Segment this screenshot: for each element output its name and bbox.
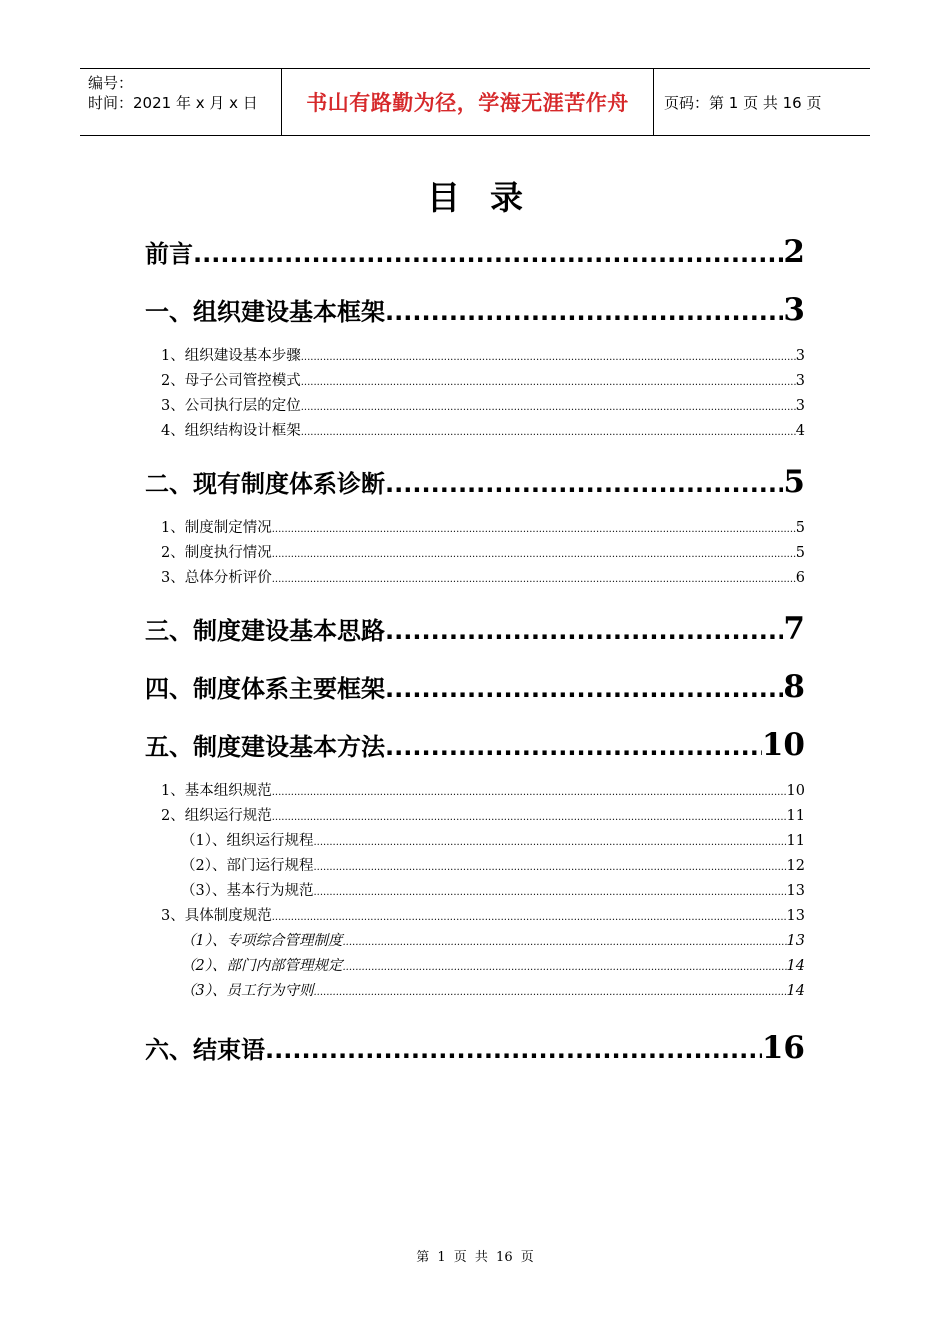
toc-subentry[interactable] [145,369,805,394]
toc-entry-page: 13 [786,933,805,949]
toc-leader [272,780,787,804]
toc-entry-page: 3 [783,292,805,328]
toc-entry-label: 1、制度制定情况 [161,520,272,536]
toc-entry-page: 16 [761,1030,805,1066]
table-of-contents [145,232,805,1068]
toc-entry-label: （2）、部门内部管理规定 [181,958,343,974]
toc-subentry[interactable] [145,566,805,591]
toc-subentry[interactable] [145,344,805,369]
toc-leader [272,905,787,929]
toc-entry-page: 6 [795,570,805,586]
toc-entry-page: 14 [786,983,805,999]
toc-entry-label: 六、结束语 [145,1036,265,1064]
toc-subsubentry[interactable] [145,854,805,879]
toc-entry-page: 3 [795,348,805,364]
toc-entry-label: 1、基本组织规范 [161,783,272,799]
toc-entry-section-2[interactable] [145,462,805,502]
toc-subentry[interactable] [145,394,805,419]
toc-entry-page: 5 [795,520,805,536]
toc-leader [272,805,787,829]
toc-entry-section-4[interactable] [145,667,805,707]
toc-entry-label: 2、组织运行规范 [161,808,272,824]
toc-entry-section-1[interactable] [145,290,805,330]
toc-leader [313,830,786,854]
toc-entry-label: 2、制度执行情况 [161,545,272,561]
toc-leader [272,517,796,541]
toc-subsubentry[interactable] [145,879,805,904]
toc-subsubentry[interactable] [145,829,805,854]
toc-entry-label: （1）、专项综合管理制度 [181,933,343,949]
toc-leader [385,464,783,502]
header-motto: 书山有路勤为径，学海无涯苦作舟 [282,69,654,135]
toc-leader [385,611,783,649]
toc-subentry[interactable] [145,904,805,929]
toc-entry-page: 11 [786,808,805,824]
toc-entry-label: 3、具体制度规范 [161,908,272,924]
toc-leader [313,980,786,1004]
toc-entry-page: 11 [786,833,805,849]
toc-entry-label: （3）、基本行为规范 [181,883,314,899]
toc-entry-page: 5 [795,545,805,561]
toc-subentry[interactable] [145,541,805,566]
toc-entry-label: （1）、组织运行规程 [181,833,314,849]
toc-subentry[interactable] [145,419,805,444]
toc-leader [313,880,786,904]
toc-leader [272,542,796,566]
toc-leader [342,930,786,954]
toc-entry-page: 3 [795,373,805,389]
toc-entry-page: 5 [783,464,805,500]
toc-entry-section-5[interactable] [145,725,805,765]
toc-subsubentry[interactable] [145,954,805,979]
toc-leader [193,234,783,272]
toc-leader [385,727,762,765]
toc-entry-label: 四、制度体系主要框架 [145,675,385,703]
toc-entry-label: 1、组织建设基本步骤 [161,348,301,364]
toc-entry-page: 4 [795,423,805,439]
toc-entry-page: 14 [786,958,805,974]
document-time-label: 时间：2021 年 x 月 x 日 [88,94,258,112]
toc-entry-label: 二、现有制度体系诊断 [145,470,385,498]
toc-entry-page: 10 [786,783,805,799]
toc-entry-label: 3、总体分析评价 [161,570,272,586]
toc-entry-page: 13 [786,883,805,899]
toc-entry-label: 前言 [145,240,193,268]
page-header [80,68,870,136]
toc-entry-page: 3 [795,398,805,414]
page-footer: 第 1 页 共 16 页 [416,1250,534,1265]
toc-subentry[interactable] [145,779,805,804]
toc-leader [342,955,786,979]
document-number-label: 编号： [88,74,134,92]
toc-leader [301,420,796,444]
toc-entry-preface[interactable] [145,232,805,272]
toc-entry-page: 12 [786,858,805,874]
toc-entry-label: 2、母子公司管控模式 [161,373,301,389]
toc-entry-label: 一、组织建设基本框架 [145,298,385,326]
toc-entry-page: 8 [783,669,805,705]
toc-entry-label: 五、制度建设基本方法 [145,733,385,761]
header-page-info: 页码：第 1 页 共 16 页 [664,93,822,112]
toc-subsubentry[interactable] [145,929,805,954]
toc-leader [385,669,783,707]
toc-entry-label: （3）、员工行为守则 [181,983,314,999]
toc-entry-section-3[interactable] [145,609,805,649]
toc-entry-page: 2 [783,234,805,270]
toc-leader [301,345,796,369]
toc-leader [272,567,796,591]
toc-subentry[interactable] [145,516,805,541]
toc-leader [301,395,796,419]
toc-entry-label: 三、制度建设基本思路 [145,617,385,645]
header-meta [80,69,282,135]
toc-leader [385,292,783,330]
toc-entry-page: 7 [783,611,805,647]
toc-entry-page: 10 [761,727,805,763]
toc-title: 目录 [427,178,553,217]
toc-entry-section-6[interactable] [145,1028,805,1068]
toc-subsubentry[interactable] [145,979,805,1004]
toc-entry-label: 3、公司执行层的定位 [161,398,301,414]
toc-entry-page: 13 [786,908,805,924]
toc-entry-label: 4、组织结构设计框架 [161,423,301,439]
toc-leader [313,855,786,879]
toc-leader [265,1030,762,1068]
toc-entry-label: （2）、部门运行规程 [181,858,314,874]
toc-leader [301,370,796,394]
toc-subentry[interactable] [145,804,805,829]
